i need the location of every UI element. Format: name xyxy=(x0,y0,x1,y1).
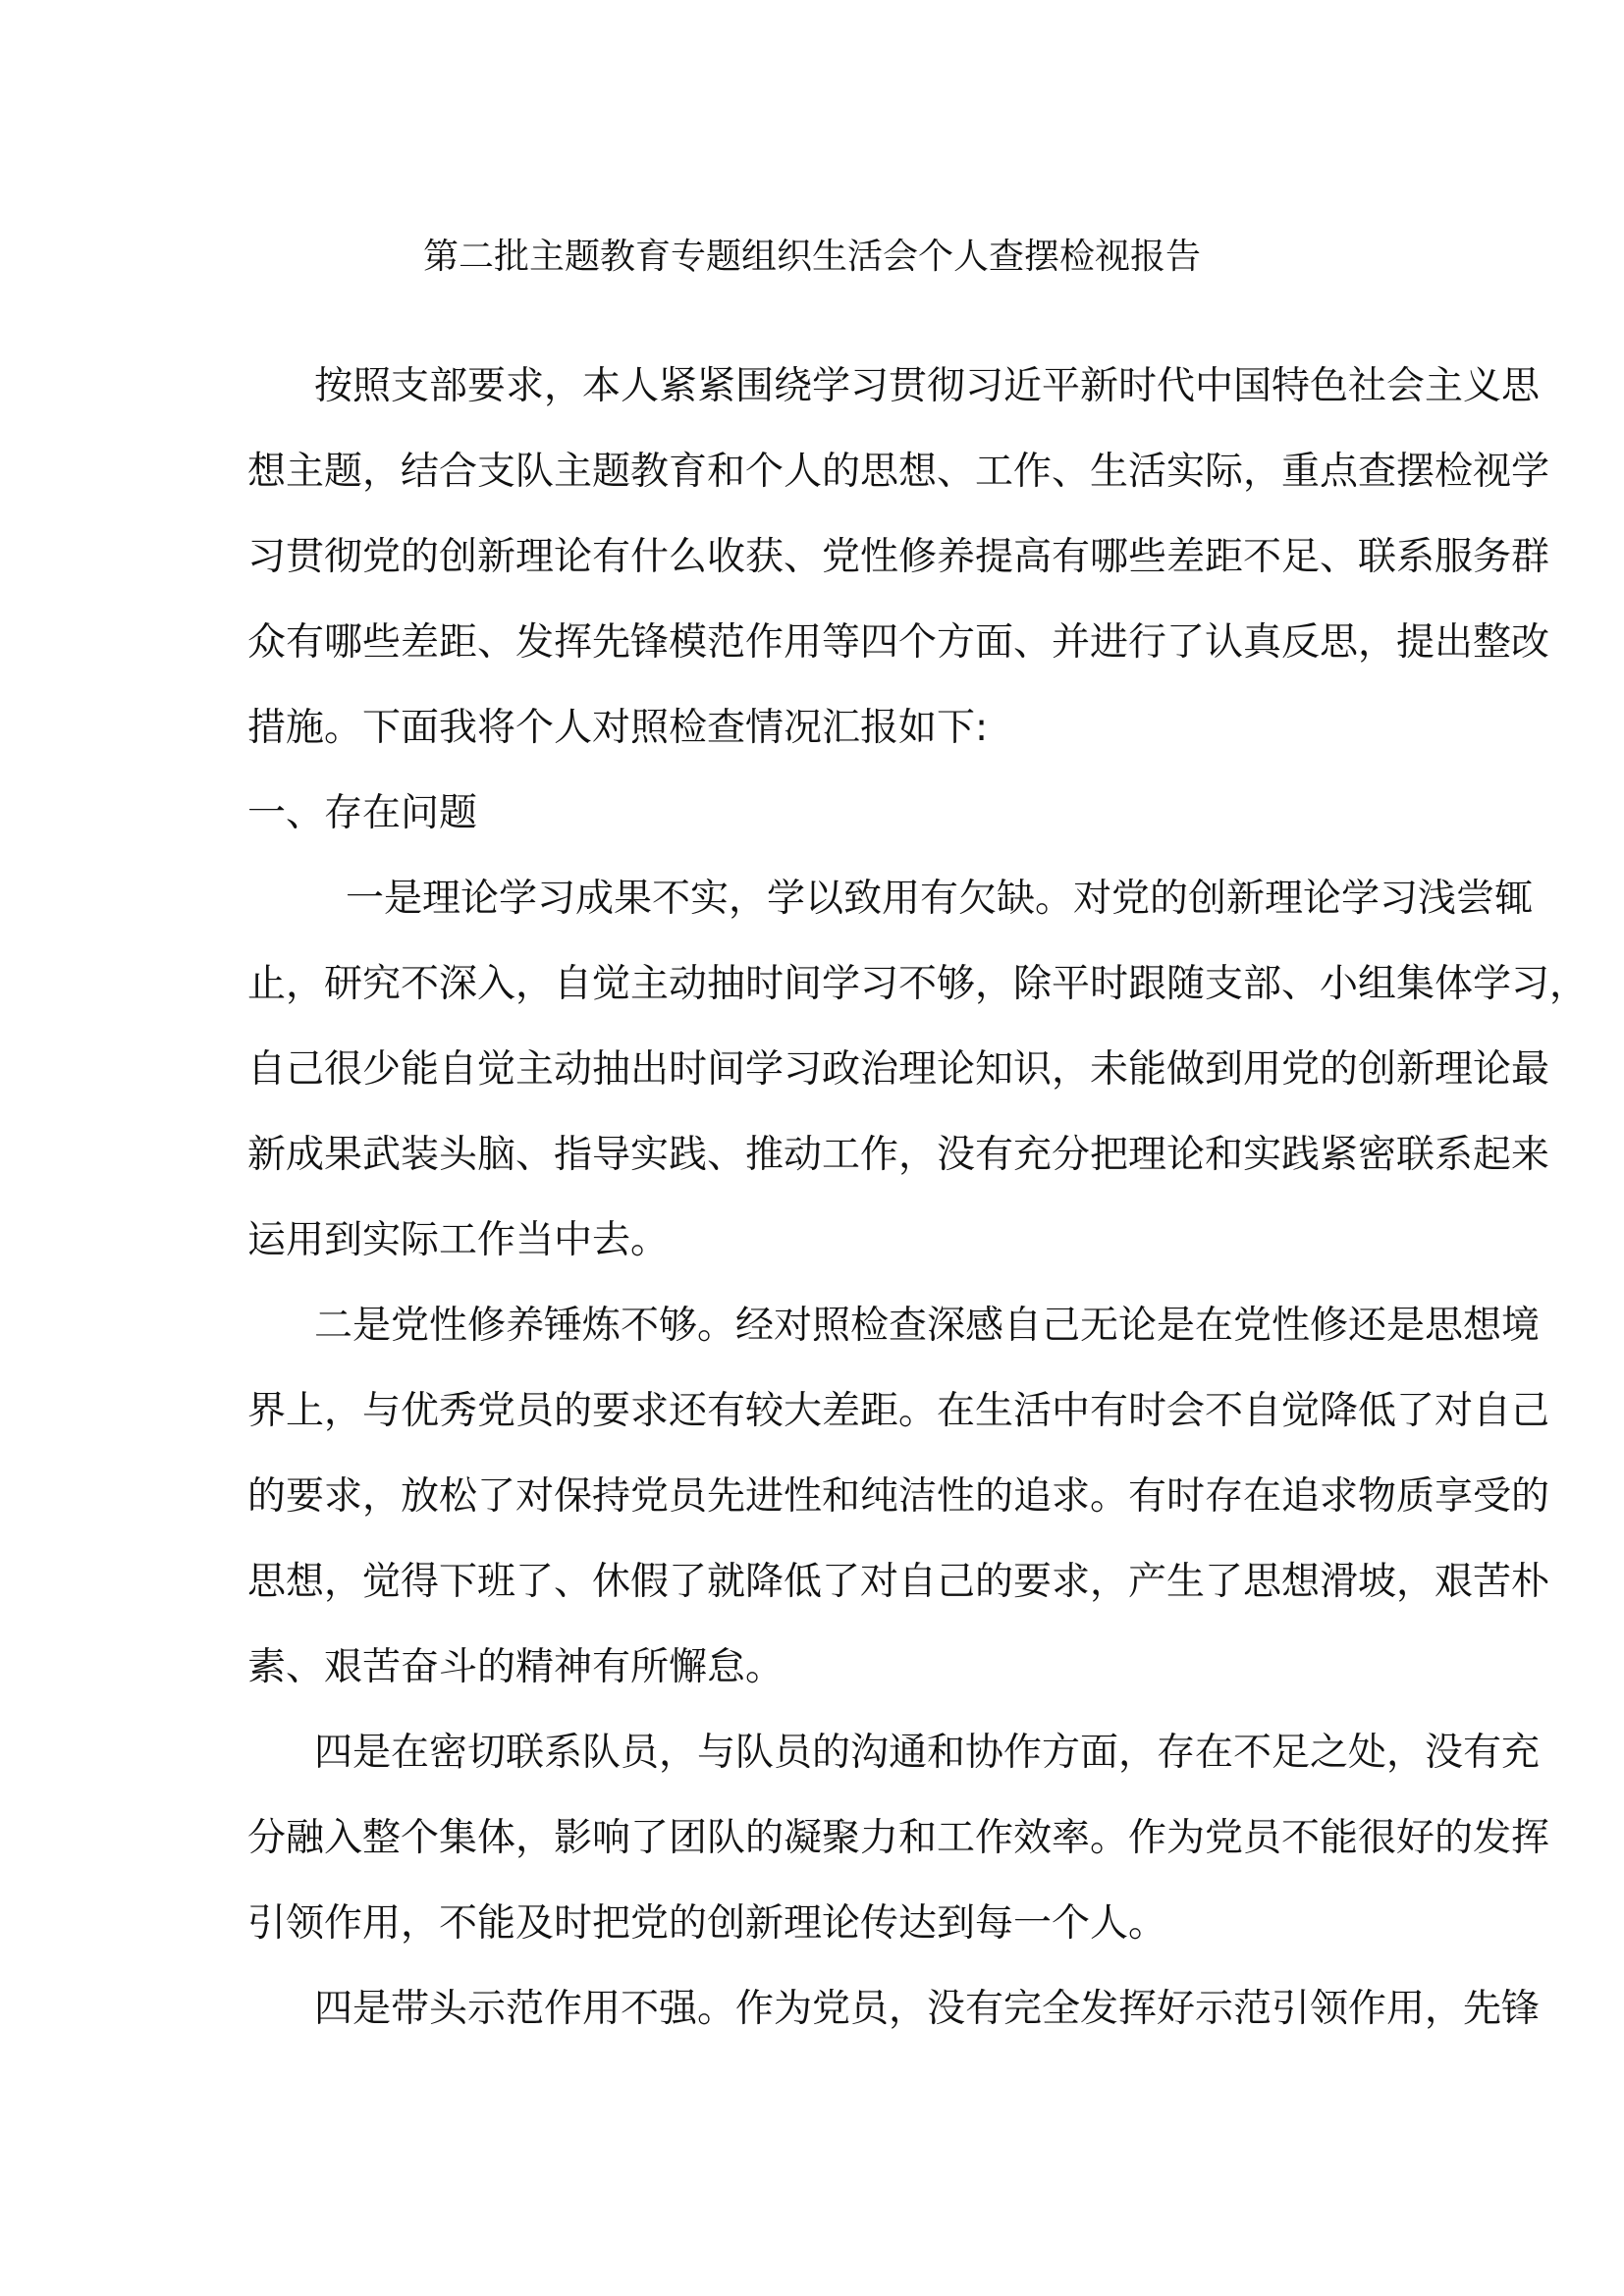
text-line: 众有哪些差距、发挥先锋模范作用等四个方面、并进行了认真反思，提出整改 xyxy=(247,620,1550,665)
text-line: 界上，与优秀党员的要求还有较大差距。在生活中有时会不自觉降低了对自己 xyxy=(247,1389,1550,1433)
paragraph-intro xyxy=(247,344,1550,771)
text-line: 四是在密切联系队员，与队员的沟通和协作方面，存在不足之处，没有充 xyxy=(314,1731,1541,1775)
section-heading xyxy=(247,771,1386,856)
text-line: 思想，觉得下班了、休假了就降低了对自己的要求，产生了思想滑坡，艰苦朴 xyxy=(247,1560,1550,1604)
text-line: 止，研究不深入，自觉主动抽时间学习不够，除平时跟随支部、小组集体学习， xyxy=(247,962,1589,1006)
text-line: 四是带头示范作用不强。作为党员，没有完全发挥好示范引领作用，先锋 xyxy=(314,1987,1541,2031)
text-line: 自己很少能自觉主动抽出时间学习政治理论知识，未能做到用党的创新理论最 xyxy=(247,1047,1550,1092)
heading-existing-problems: 一、存在问题 xyxy=(247,791,478,835)
text-line: 习贯彻党的创新理论有什么收获、党性修养提高有哪些差距不足、联系服务群 xyxy=(247,535,1550,579)
document-title: 第二批主题教育专题组织生活会个人查摆检视报告 xyxy=(422,237,1201,277)
text-line: 运用到实际工作当中去。 xyxy=(247,1218,670,1262)
paragraph-problem-2 xyxy=(247,1283,1550,1710)
text-line: 按照支部要求，本人紧紧围绕学习贯彻习近平新时代中国特色社会主义思 xyxy=(314,364,1541,408)
text-line: 分融入整个集体，影响了团队的凝聚力和工作效率。作为党员不能很好的发挥 xyxy=(247,1816,1550,1860)
text-line: 素、艰苦奋斗的精神有所懈怠。 xyxy=(247,1645,785,1689)
text-line: 一是理论学习成果不实，学以致用有欠缺。对党的创新理论学习浅尝辄 xyxy=(346,877,1534,921)
text-line: 二是党性修养锤炼不够。经对照检查深感自己无论是在党性修还是思想境 xyxy=(314,1304,1541,1348)
document-body xyxy=(247,344,1589,2052)
paragraph-problem-1 xyxy=(247,856,1589,1283)
text-line: 新成果武装头脑、指导实践、推动工作，没有充分把理论和实践紧密联系起来 xyxy=(247,1133,1550,1177)
paragraph-problem-3 xyxy=(247,1710,1550,1966)
text-line: 想主题，结合支队主题教育和个人的思想、工作、生活实际，重点查摆检视学 xyxy=(247,450,1550,494)
paragraph-problem-4 xyxy=(247,1966,1541,2052)
text-line: 引领作用，不能及时把党的创新理论传达到每一个人。 xyxy=(247,1901,1167,1946)
text-line: 措施。下面我将个人对照检查情况汇报如下: xyxy=(247,706,989,750)
text-line: 的要求，放松了对保持党员先进性和纯洁性的追求。有时存在追求物质享受的 xyxy=(247,1474,1550,1519)
